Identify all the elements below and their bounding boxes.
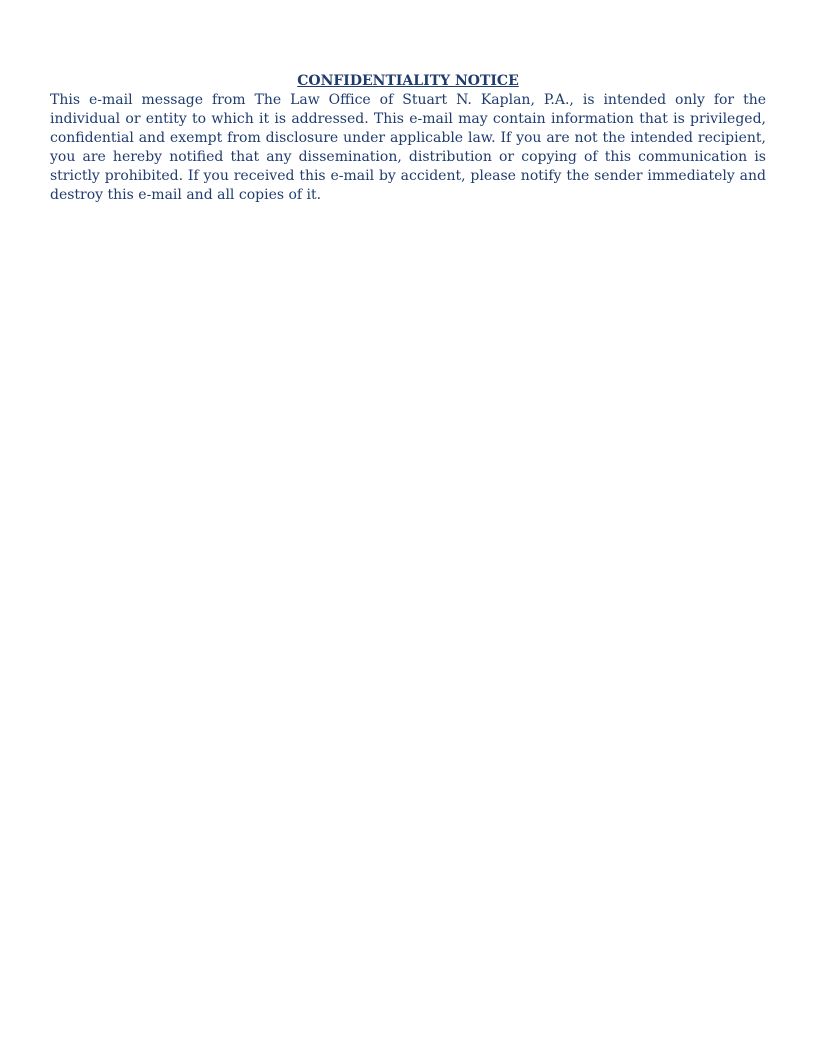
notice-title: CONFIDENTIALITY NOTICE (297, 73, 519, 89)
confidentiality-notice (50, 72, 766, 205)
notice-body: This e-mail message from The Law Office of Stuart N. Kaplan, P.A., is intended only for the individual or entity to which it is addressed. This e-mail may contain information that is privileged, confidential and exempt from disclosure under applicable law. If you are not the intended recipient, you are hereby notified that any dissemination, distribution or copying of this communication is strictly prohibited. If you received this e-mail by accident, please notify the sender immediately and destroy this e-mail and all copies of it. (50, 92, 766, 203)
